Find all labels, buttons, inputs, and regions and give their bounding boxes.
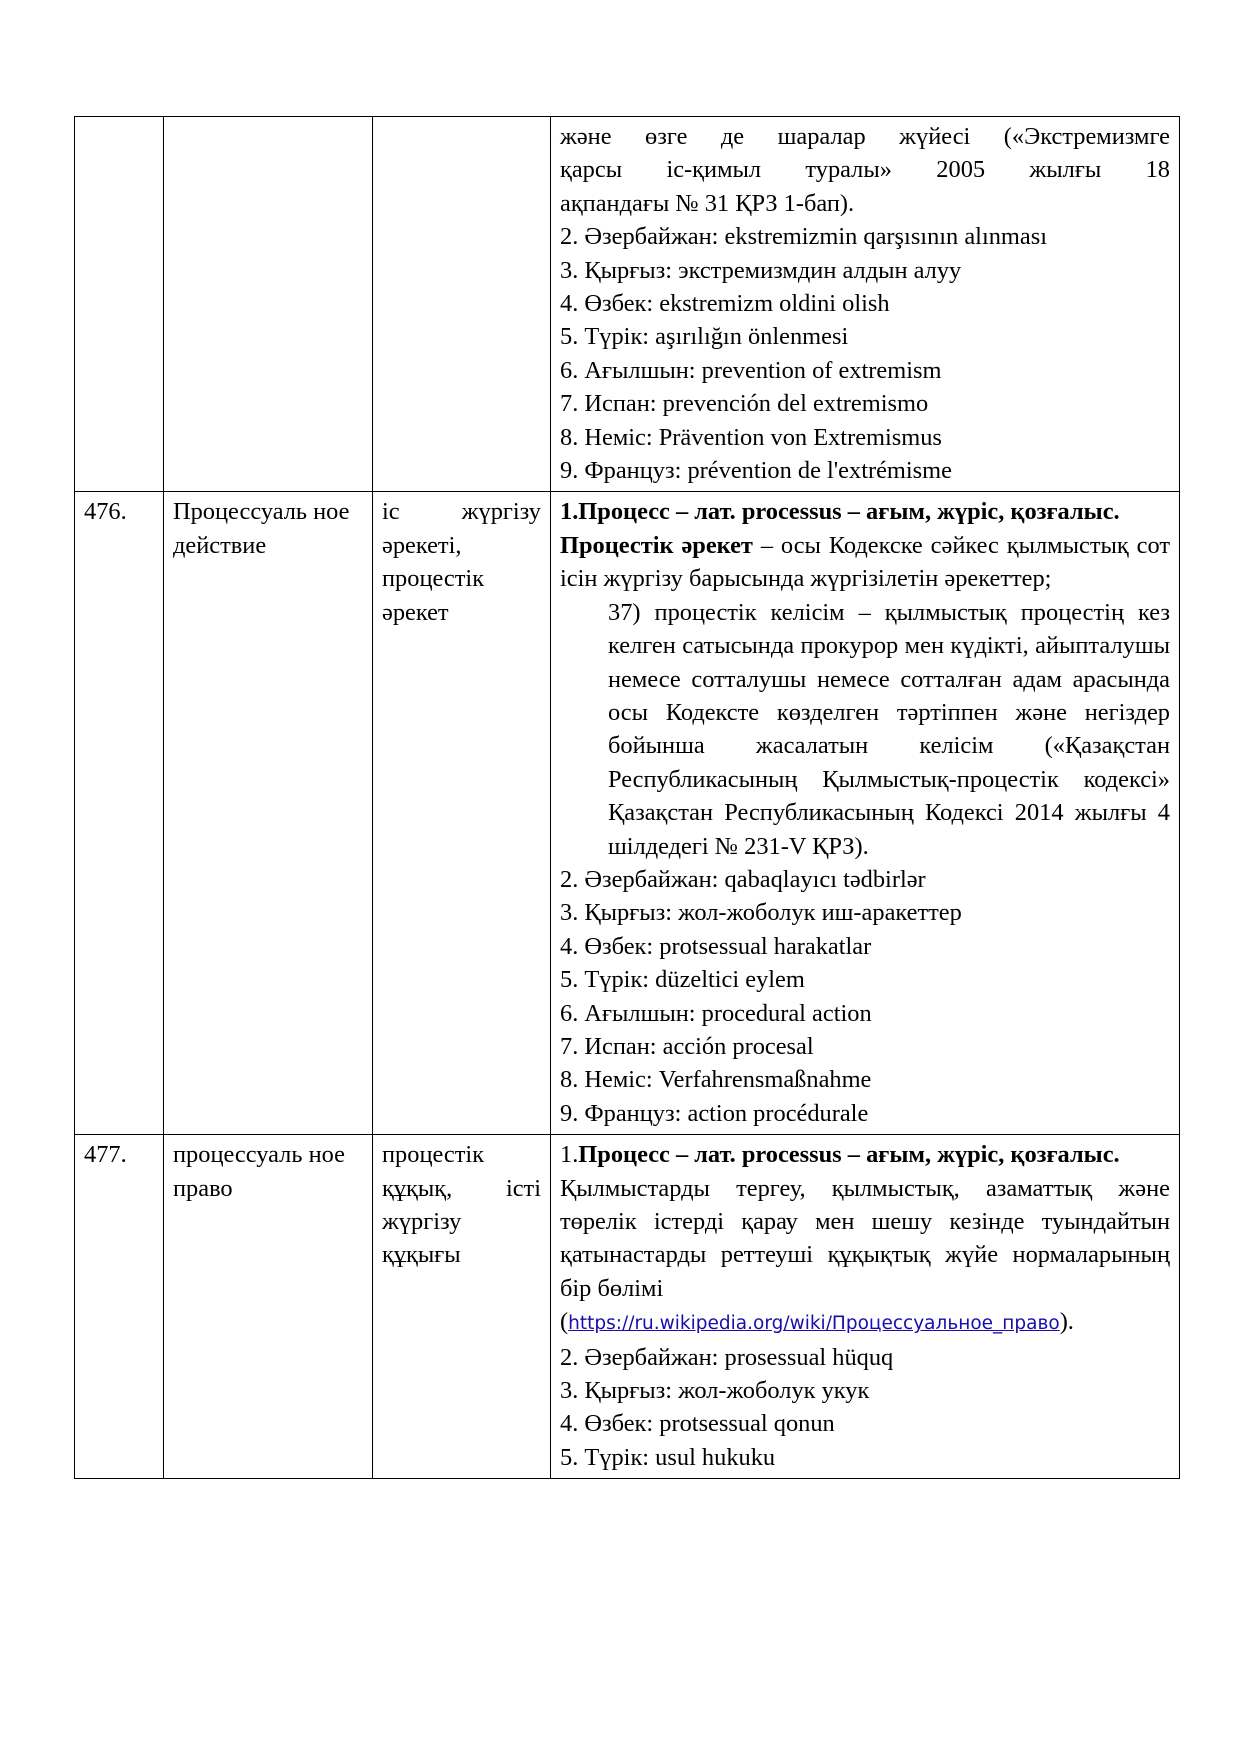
translation-item: 5. Түрік: usul hukuku xyxy=(560,1443,776,1471)
russian-term: Процессуаль ное действие xyxy=(164,492,373,1135)
definition-line: ақпандағы № 31 ҚРЗ 1-бап). xyxy=(560,189,855,217)
etymology-heading: 1.Процесс – лат. processus – ағым, жүріс, қозғалыс. xyxy=(560,1141,1120,1169)
translation-item: 9. Француз: action procédurale xyxy=(560,1099,869,1127)
etymology-heading: 1.Процесс – лат. processus – ағым, жүріс, қозғалыс. xyxy=(560,498,1120,526)
table-row xyxy=(75,117,1180,492)
definition-paragraph: 37) процестік келісім – қылмыстық процестің кез келген сатысында прокурор мен күдікті, айыпталушы немесе сотталушы немесе сотталған адам арасында осы Кодексте көзделген тәртіппен және негіздер бойынша жасалатын келісім («Қазақстан Республикасының Қылмыстық-процестік кодексі» Қазақстан Республикасының Кодексі 2014 жылғы 4 шілдедегі № 231-V ҚРЗ). xyxy=(608,598,1170,860)
wikipedia-link[interactable]: https://ru.wikipedia.org/wiki/Процессуальное_право xyxy=(568,1313,1060,1335)
table-row xyxy=(75,492,1180,1135)
term-definition: Процестік әрекет – осы Кодекске сәйкес қылмыстық сот ісін жүргізу барысында жүргізілетін әрекеттер; xyxy=(560,531,1170,593)
translation-item: 8. Неміс: Verfahrensmaßnahme xyxy=(560,1066,872,1094)
translation-item: 2. Әзербайжан: ekstremizmin qarşısının alınması xyxy=(560,223,1047,251)
definition-line: және өзге де шаралар жүйесі («Экстремизмге xyxy=(560,123,1170,150)
source-citation: (https://ru.wikipedia.org/wiki/Процессуальное_право). xyxy=(560,1308,1074,1336)
translation-item: 9. Француз: prévention de l'extrémisme xyxy=(560,457,952,485)
row-number xyxy=(75,117,164,492)
translation-item: 6. Ағылшын: prevention of extremism xyxy=(560,356,942,384)
kazakh-term xyxy=(373,117,551,492)
table-row xyxy=(75,1135,1180,1479)
row-number: 476. xyxy=(75,492,164,1135)
translation-item: 8. Неміс: Prävention von Extremismus xyxy=(560,423,942,451)
translation-item: 7. Испан: prevención del extremismo xyxy=(560,390,929,418)
translation-item: 3. Қырғыз: жол-жоболук укук xyxy=(560,1377,870,1405)
translation-item: 7. Испан: acción procesal xyxy=(560,1032,814,1060)
kazakh-term: процестік құқық, істі жүргізу құқығы xyxy=(373,1135,551,1479)
kazakh-term: іс жүргізу әрекеті, процестік әрекет xyxy=(373,492,551,1135)
definition-cell xyxy=(551,492,1180,1135)
russian-term xyxy=(164,117,373,492)
translation-item: 6. Ағылшын: procedural action xyxy=(560,999,872,1027)
translation-item: 2. Әзербайжан: qabaqlayıcı tədbirlər xyxy=(560,865,926,893)
translation-item: 4. Өзбек: protsessual qonun xyxy=(560,1410,835,1438)
row-number: 477. xyxy=(75,1135,164,1479)
definition-line: қарсы іс-қимыл туралы» 2005 жылғы 18 xyxy=(560,156,1170,184)
translation-item: 3. Қырғыз: жол-жоболук иш-аракеттер xyxy=(560,899,962,927)
definition-cell xyxy=(551,117,1180,492)
translation-item: 5. Түрік: düzeltici eylem xyxy=(560,966,805,994)
glossary-table xyxy=(74,116,1180,1479)
translation-item: 5. Түрік: aşırılığın önlenmesi xyxy=(560,323,849,351)
russian-term: процессуаль ное право xyxy=(164,1135,373,1479)
translation-item: 2. Әзербайжан: prosessual hüquq xyxy=(560,1343,894,1371)
translation-item: 4. Өзбек: ekstremizm oldini olish xyxy=(560,290,890,318)
translation-item: 4. Өзбек: protsessual harakatlar xyxy=(560,932,872,960)
definition-paragraph: Қылмыстарды тергеу, қылмыстық, азаматтық және төрелік істерді қарау мен шешу кезінде туындайтын қатынастарды реттеуші құқықтық жүйе нормаларының бір бөлімі xyxy=(560,1174,1170,1302)
definition-cell xyxy=(551,1135,1180,1479)
defined-term: Процестік әрекет xyxy=(560,531,753,559)
translation-item: 3. Қырғыз: экстремизмдин алдын алуу xyxy=(560,256,962,284)
